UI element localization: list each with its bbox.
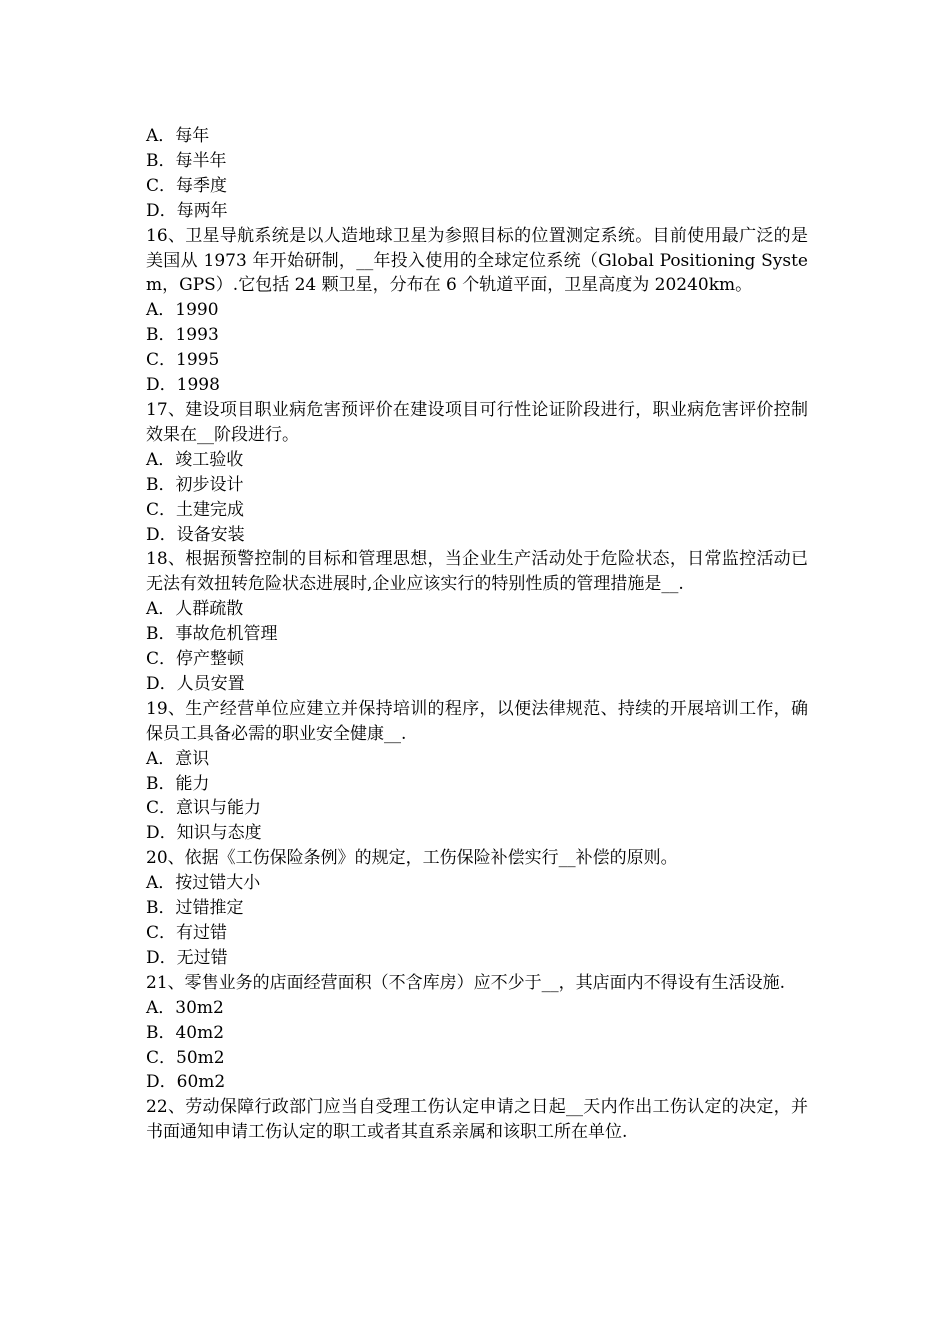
answer-option: A．意识 bbox=[146, 748, 210, 769]
answer-option: D．设备安装 bbox=[146, 524, 245, 545]
answer-option: B．1993 bbox=[146, 325, 219, 346]
answer-option: B．事故危机管理 bbox=[146, 624, 278, 645]
question-stem: 18、根据预警控制的目标和管理思想，当企业生产活动处于危险状态，日常监控活动已无法有效扭转危险状态进展时,企业应该实行的特别性质的管理措施是__. bbox=[146, 549, 808, 595]
answer-option: B．能力 bbox=[146, 773, 210, 794]
answer-option: B．过错推定 bbox=[146, 898, 244, 919]
answer-option: C．有过错 bbox=[146, 923, 228, 943]
answer-option: C．50m2 bbox=[146, 1047, 225, 1068]
question-stem: 22、劳动保障行政部门应当自受理工伤认定申请之日起__天内作出工伤认定的决定，并书面通知申请工伤认定的职工或者其直系亲属和该职工所在单位. bbox=[146, 1097, 808, 1143]
question-stem: 19、生产经营单位应建立并保持培训的程序，以便法律规范、持续的开展培训工作，确保员工具备必需的职业安全健康__. bbox=[146, 698, 808, 744]
answer-option: A．竣工验收 bbox=[146, 449, 244, 470]
answer-option: C．意识与能力 bbox=[146, 798, 262, 819]
document-page bbox=[146, 124, 808, 1145]
answer-option: D．人员安置 bbox=[146, 673, 245, 694]
answer-option: C．停产整顿 bbox=[146, 649, 245, 670]
answer-option: A．30m2 bbox=[146, 997, 224, 1018]
answer-option: D．无过错 bbox=[146, 947, 228, 968]
question-stem: 17、建设项目职业病危害预评价在建设项目可行性论证阶段进行，职业病危害评价控制效果在__阶段进行。 bbox=[146, 399, 808, 445]
answer-option: B．40m2 bbox=[146, 1022, 225, 1043]
answer-option: D．每两年 bbox=[146, 200, 228, 221]
answer-option: C．每季度 bbox=[146, 175, 228, 196]
answer-option: A．1990 bbox=[146, 300, 219, 321]
answer-option: C．土建完成 bbox=[146, 499, 245, 520]
question-stem: 16、卫星导航系统是以人造地球卫星为参照目标的位置测定系统。目前使用最广泛的是美国从 1973 年开始研制，__年投入使用的全球定位系统（Global Positioning System，GPS）.它包括 24 颗卫星，分布在 6 个轨道平面，卫星高度为 20240km。 bbox=[146, 225, 808, 296]
answer-option: D．1998 bbox=[146, 375, 220, 396]
answer-option: C．1995 bbox=[146, 350, 220, 371]
answer-option: D．60m2 bbox=[146, 1072, 226, 1093]
question-stem: 20、依据《工伤保险条例》的规定，工伤保险补偿实行__补偿的原则。 bbox=[146, 848, 678, 869]
answer-option: A．每年 bbox=[146, 126, 210, 146]
answer-option: B．初步设计 bbox=[146, 474, 244, 495]
question-stem: 21、零售业务的店面经营面积（不含库房）应不少于__，其店面内不得设有生活设施. bbox=[146, 972, 786, 993]
answer-option: A．按过错大小 bbox=[146, 873, 261, 894]
answer-option: D．知识与态度 bbox=[146, 823, 262, 844]
answer-option: B．每半年 bbox=[146, 150, 227, 171]
answer-option: A．人群疏散 bbox=[146, 599, 244, 620]
